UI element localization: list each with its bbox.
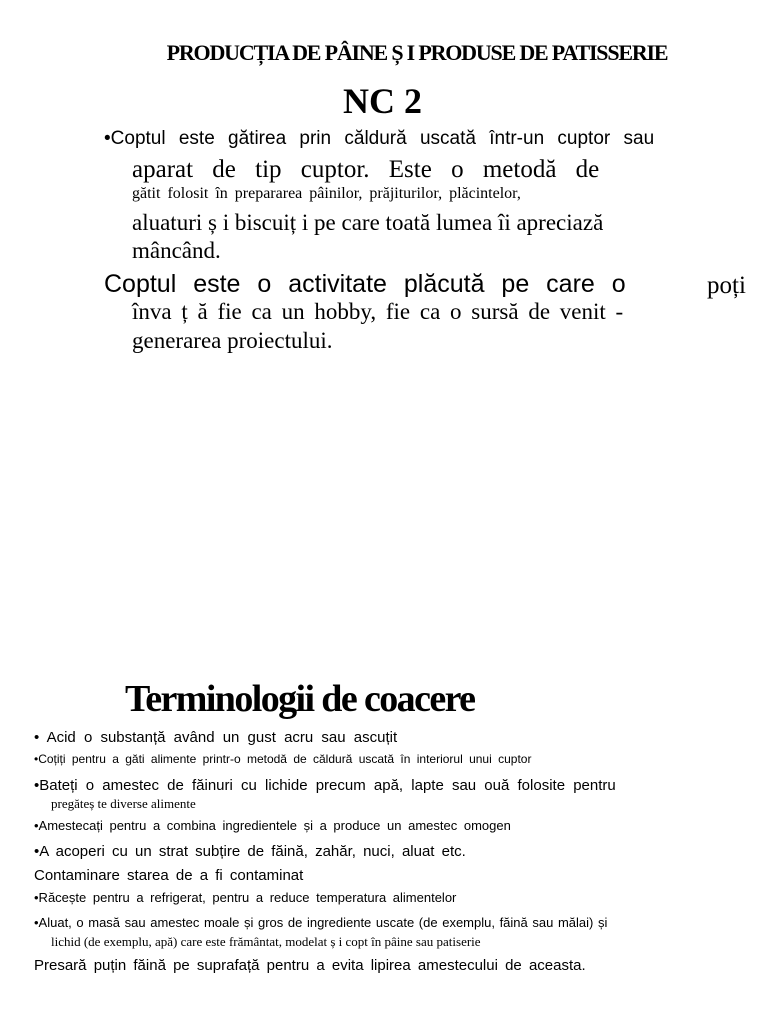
paragraph-line: aluaturi ș i biscuiț i pe care toată lumea îi apreciază (132, 210, 604, 235)
slide-code: NC 2 (343, 81, 422, 121)
term-line: •Coțiți pentru a găti alimente printr-o metodă de căldură uscată în interiorul unui cuptor (34, 752, 532, 766)
term-line: Presară puțin făină pe suprafață pentru a evita lipirea amestecului de aceasta. (34, 957, 586, 974)
term-line: Contaminare starea de a fi contaminat (34, 867, 304, 884)
paragraph-line: generarea proiectului. (132, 328, 333, 353)
term-line: •A acoperi cu un strat subțire de făină, zahăr, nuci, aluat etc. (34, 843, 466, 860)
paragraph-line: mâncând. (132, 238, 221, 263)
term-line: lichid (de exemplu, apă) care este frământat, modelat ș i copt în pâine sau patiserie (51, 934, 481, 949)
paragraph-line: •Coptul este gătirea prin căldură uscată într-un cuptor sau (104, 128, 655, 149)
paragraph-word: poți (707, 272, 746, 299)
term-line: •Aluat, o masă sau amestec moale și gros de ingrediente uscate (de exemplu, făină sau mălai) și (34, 915, 608, 930)
paragraph-line: gătit folosit în prepararea pâinilor, prăjiturilor, plăcintelor, (132, 185, 521, 202)
paragraph-line: Coptul este o activitate plăcută pe care o (104, 270, 626, 298)
paragraph-line: înva ț ă fie ca un hobby, fie ca o sursă de venit - (132, 299, 624, 324)
term-line: • Acid o substanță având un gust acru sau ascuțit (34, 729, 398, 746)
paragraph-line: aparat de tip cuptor. Este o metodă de (132, 156, 600, 183)
slide-title: PRODUCȚIA DE PÂINE Ș I PRODUSE DE PATISSERIE (166, 40, 668, 65)
term-line: pregăteș te diverse alimente (51, 796, 196, 811)
term-line: •Amestecați pentru a combina ingredientele și a produce un amestec omogen (34, 818, 511, 833)
slide-title: Terminologii de coacere (125, 678, 475, 720)
term-line: •Răcește pentru a refrigerat, pentru a reduce temperatura alimentelor (34, 890, 457, 905)
term-line: •Bateți o amestec de făinuri cu lichide precum apă, lapte sau ouă folosite pentru (34, 777, 616, 794)
